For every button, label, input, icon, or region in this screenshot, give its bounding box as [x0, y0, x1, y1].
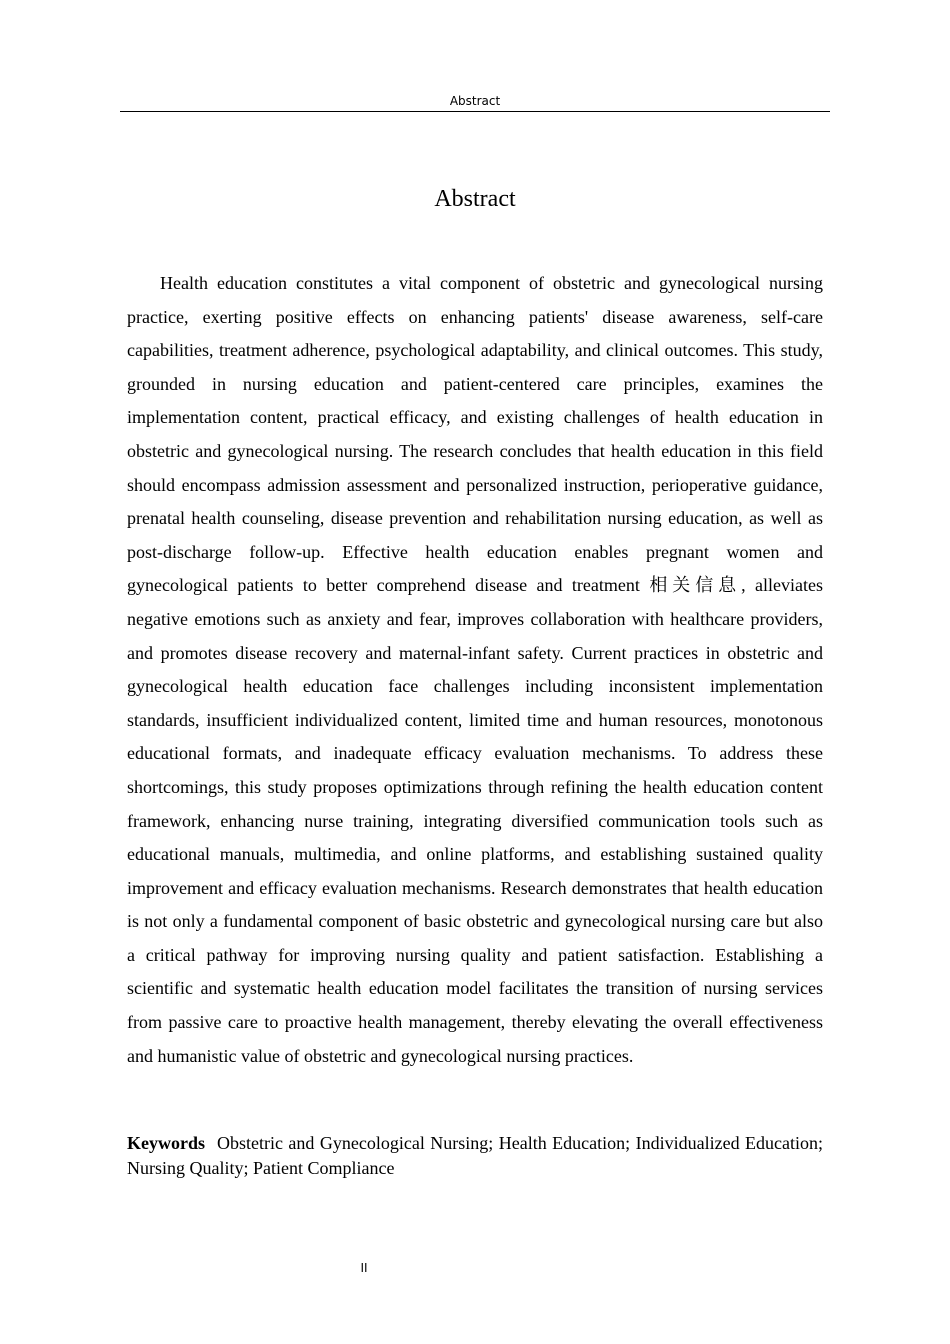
keywords-label: Keywords: [127, 1133, 205, 1153]
running-header-title: Abstract: [449, 94, 501, 108]
page-title: Abstract: [434, 186, 516, 212]
keywords-paragraph: [127, 1131, 823, 1181]
keywords-list: Obstetric and Gynecological Nursing; Health Education; Individualized Education; Nursing Quality; Patient Compliance: [127, 1133, 823, 1178]
abstract-body: Health education constitutes a vital component of obstetric and gynecological nursing practice, exerting positive effects on enhancing patients' disease awareness, self-care capabilities, treatment adherence, psychological adaptability, and clinical outcomes. This study, grounded in nursing education and patient-centered care principles, examines the implementation content, practical efficacy, and existing challenges of health education in obstetric and gynecological nursing. The research concludes that health education in this field should encompass admission assessment and personalized instruction, perioperative guidance, prenatal health counseling, disease prevention and rehabilitation nursing education, as well as post-discharge follow-up. Effective health education enables pregnant women and gynecological patients to better comprehend disease and treatment 相关信息, alleviates negative emotions such as anxiety and fear, improves collaboration with healthcare providers, and promotes disease recovery and maternal-infant safety. Current practices in obstetric and gynecological health education face challenges including inconsistent implementation standards, insufficient individualized content, limited time and human resources, monotonous educational formats, and inadequate efficacy evaluation mechanisms. To address these shortcomings, this study proposes optimizations through refining the health education content framework, enhancing nurse training, integrating diversified communication tools such as educational manuals, multimedia, and online platforms, and establishing sustained quality improvement and efficacy evaluation mechanisms. Research demonstrates that health education is not only a fundamental component of basic obstetric and gynecological nursing care but also a critical pathway for improving nursing quality and patient satisfaction. Establishing a scientific and systematic health education model facilitates the transition of nursing services from passive care to proactive health management, thereby elevating the overall effectiveness and humanistic value of obstetric and gynecological nursing practices.: [127, 273, 823, 1066]
running-header: [120, 93, 830, 112]
page-number: II: [360, 1261, 368, 1275]
